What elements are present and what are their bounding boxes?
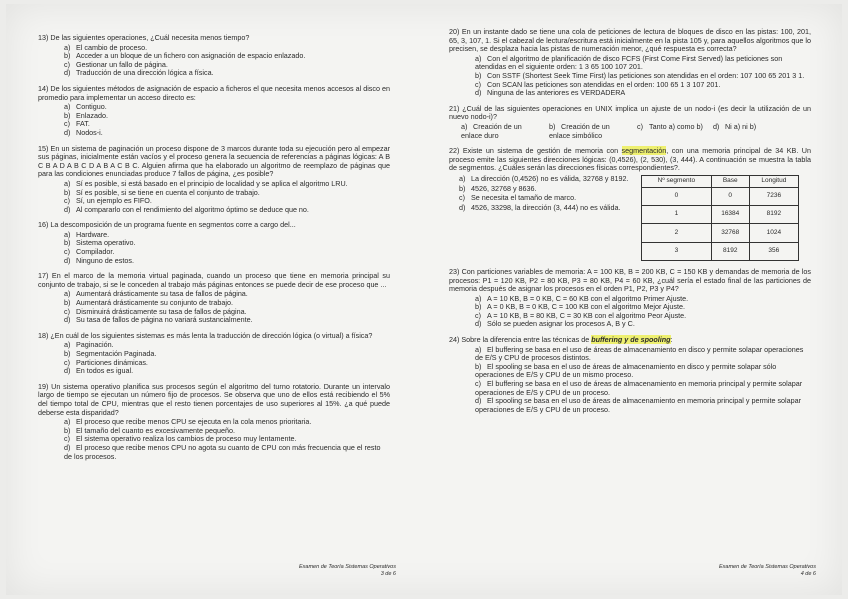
option-b: b) Segmentación Paginada. [64,349,157,358]
table-row [642,224,799,242]
page-footer-right [696,564,816,577]
option-d: d) Al compararlo con el rendimiento del algoritmo óptimo se deduce que no. [64,204,309,214]
footer-page-number: 4 de 6 [800,570,816,577]
option-c: c) Disminuirá drásticamente su tasa de fallos de página. [64,306,247,316]
option-c: c) Sí, un ejemplo es FIFO. [64,196,152,206]
highlighted-term: segmentación [621,146,667,156]
option-d: d) Ninguna de las anteriores es VERDADERA [475,88,626,98]
question-22-body [449,175,811,261]
options-list [64,103,390,137]
options-row [461,123,811,140]
option-a: a) El buffering se basa en el uso de áreas de almacenamiento en disco y permite solapar operaciones de E/S y CPU de procesos distintos. [475,344,804,363]
page-footer-left [256,564,396,577]
table-cell: 7236 [749,187,798,205]
option-d: d) Su tasa de fallos de página no variará sustancialmente. [64,315,253,325]
table-cell: 32768 [711,224,749,242]
option-c: c) Gestionar un fallo de página. [64,59,168,69]
table-cell: 16384 [711,205,749,223]
question-21 [449,105,811,140]
options-list [64,180,390,214]
question-20 [449,28,811,98]
option-d: d) En todos es igual. [64,366,134,376]
footer-page-number: 3 de 6 [380,570,396,577]
option-b: b) Con SSTF (Shortest Seek Time First) las peticiones son atendidas en el orden: 107 100 65 201 3 1. [475,70,805,80]
option-b: b) El tamaño del cuanto es excesivamente pequeño. [64,425,236,435]
options-list [64,341,390,375]
highlighted-term: buffering y de spooling [591,335,671,345]
options-list [475,55,811,98]
option-b: b) 4526, 32768 y 8636. [459,183,537,193]
option-a: a) Con el algoritmo de planificación de disco FCFS (First Come First Served) las peticiones son atendidas en el siguiente orden: 1 3 65 100 107 201. [475,53,783,72]
question-text: 20) En un instante dado se tiene una cola de peticiones de lectura de bloques de disco en las pistas: 100, 201, 65, 3, 107, 1. Si el cabezal de lectura/escritura está inicialmente en la pista 105 y, para aquellos algoritmos que lo precisen, se desplaza hacia las pistas de numeración menor, ¿qué respuesta es correcta? [449,27,811,54]
question-13 [38,34,390,78]
option-d: d) Nodos-i. [64,127,103,137]
option-b: b) A = 0 KB, B = 0 KB, C = 100 KB con el algoritmo Mejor Ajuste. [475,302,685,312]
option-a: a) Paginación. [64,340,114,350]
question-text: 16) La descomposición de un programa fuente en segmentos corre a cargo del... [38,220,296,230]
options-list [475,295,811,329]
option-d: d) Traducción de una dirección lógica a física. [64,68,214,78]
option-a: a) Aumentará drásticamente su tasa de fallos de página. [64,289,248,299]
options-list [64,44,390,78]
table-cell: 8192 [711,242,749,260]
segment-table [641,175,799,261]
option-c: c) Tanto a) como b) [637,121,703,131]
question-19 [38,383,390,461]
option-a: a) Hardware. [64,229,110,239]
option-d: d) Sólo se pueden asignar los procesos A, B y C. [475,319,635,329]
question-23 [449,268,811,329]
question-text: 22) Existe un sistema de gestión de memoria con segmentación, con una memoria principal de 34 KB. Un proceso emite las siguientes direcciones lógicas: (0,4526), (2, 530), (3, 444). A continuación se muestra la tabla de segmentos. ¿Cuáles serán las direcciones físicas correspondientes?. [449,146,811,173]
question-text: 23) Con particiones variables de memoria: A = 100 KB, B = 200 KB, C = 150 KB y demandas de memoria de los procesos: P1 = 120 KB, P2 = 80 KB, P3 = 80 KB, P4 = 60 KB, ¿cuál sería el estado final de las particiones de memoria después de asignar los procesos en el orden P1, P2, P3 y P4? [449,266,811,294]
option-a: a) El cambio de proceso. [64,42,148,52]
table-cell: 0 [642,187,712,205]
options-list [459,175,634,261]
option-a: a) El proceso que recibe menos CPU se ejecuta en la cola menos prioritaria. [64,417,312,427]
option-a: a) Sí es posible, si está basado en el principio de localidad y se aplica el algoritmo LRU. [64,178,348,188]
option-a: a) La dirección (0,4526) no es válida, 32768 y 8192. [459,173,629,183]
table-row [642,205,799,223]
option-c: c) Particiones dinámicas. [64,357,148,367]
exam-sheet [6,4,842,595]
option-c: c) Compilador. [64,247,115,257]
option-c: c) A = 10 KB, B = 80 KB, C = 30 KB con el algoritmo Peor Ajuste. [475,310,687,320]
option-b: b) Acceder a un bloque de un fichero con asignación de espacio enlazado. [64,51,306,61]
column-header: Nº segmento [642,175,712,187]
option-d: d) Ni a) ni b) [712,121,757,131]
option-d: d) El spooling se basa en el uso de áreas de almacenamiento en memoria principal y permite solapar operaciones de E/S y CPU de un proceso. [475,396,802,414]
option-d: d) El proceso que recibe menos CPU no agota su cuanto de CPU con más frecuencia que el resto de los procesos. [64,442,381,461]
option-c: c) El sistema operativo realiza los cambios de proceso muy lentamente. [64,434,297,444]
option-c: c) Se necesita el tamaño de marco. [459,193,577,203]
question-14 [38,85,390,138]
column-header: Base [711,175,749,187]
question-text: 13) De las siguientes operaciones, ¿Cuál necesita menos tiempo? [38,33,250,42]
question-text: 19) Un sistema operativo planifica sus procesos según el algoritmo del turno rotatorio. Durante un intervalo largo de tiempo se ejecutan un número fijo de procesos. Se observa que uno de ellos está recibiendo el 5% del tiempo total de CPU, mientras que el resto tienen porcentajes de uso superiores al 15%. ¿a qué puede deberse esta disparidad? [38,381,390,417]
question-18 [38,332,390,376]
option-c: c) FAT. [64,119,90,129]
question-24 [449,336,811,414]
table-cell: 1 [642,205,712,223]
option-b: b) Enlazado. [64,110,108,120]
option-a: a) Creación de un enlace duro [461,121,522,140]
question-text: 24) Sobre la diferencia entre las técnicas de buffering y de spooling: [449,335,673,345]
option-b: b) Aumentará drásticamente su conjunto de trabajo. [64,298,234,308]
option-c: c) El buffering se basa en el uso de áreas de almacenamiento en memoria principal y permite solapar operaciones de E/S y CPU de un proceso. [475,379,803,397]
table-cell: 2 [642,224,712,242]
column-header: Longitud [749,175,798,187]
right-column [449,28,811,421]
option-a: a) A = 10 KB, B = 0 KB, C = 60 KB con el algoritmo Primer Ajuste. [475,293,689,303]
options-list [475,346,811,415]
question-text: 14) De los siguientes métodos de asignación de espacio a ficheros el que necesita menos accesos al disco en promedio para implementar un acceso directo es: [38,83,390,102]
question-text: 18) ¿En cuál de los siguientes sistemas es más lenta la traducción de dirección lógica (o virtual) a física? [38,330,373,340]
footer-title: Examen de Teoría Sistemas Operativos [718,564,816,570]
option-b: b) Creación de un enlace simbólico [549,121,610,140]
option-b: b) El spooling se basa en el uso de áreas de almacenamiento en disco y permite solapar sólo operaciones de E/S y CPU de un mismo proceso. [475,361,777,380]
option-b: b) Sistema operativo. [64,238,136,248]
question-text: 17) En el marco de la memoria virtual paginada, cuando un proceso que tiene en memoria principal su conjunto de trabajo, si se le conceden al trabajo más páginas entonces se puede decir de ese proceso que ... [38,271,390,289]
question-text: 15) En un sistema de paginación un proceso dispone de 3 marcos durante toda su ejecución pero al empezar sus páginas, inicialmente están vacíos y el proceso genera la secuencia de referencias a páginas lógicas: A B C B A D A B C D A B A C B C. Alguien afirma que ha elaborado un algoritmo de reemplazo de páginas que para las condiciones enunciadas produce 7 fallos de página, ¿es posible? [38,143,390,179]
option-d: d) Ninguno de estos. [64,255,134,265]
table-cell: 8192 [749,205,798,223]
table-header-row [642,175,799,187]
options-list [64,290,390,324]
question-text: 21) ¿Cuál de las siguientes operaciones en UNIX implica un ajuste de un nodo-i (es decir la utilización de un nuevo nodo-i)? [449,103,811,122]
option-d: d) 4526, 33298, la dirección (3, 444) no es válida. [459,202,621,212]
options-list [64,231,390,265]
left-column [38,34,390,468]
table-cell: 3 [642,242,712,260]
table-row [642,242,799,260]
table-row [642,187,799,205]
footer-title: Examen de Teoría Sistemas Operativos [298,564,396,570]
option-a: a) Contiguo. [64,102,107,112]
question-17 [38,272,390,325]
option-b: b) Sí es posible, si se tiene en cuenta el conjunto de trabajo. [64,187,260,197]
options-list [64,418,390,461]
table-cell: 356 [749,242,798,260]
table-cell: 1024 [749,224,798,242]
question-15 [38,145,390,215]
option-c: c) Con SCAN las peticiones son atendidas en el orden: 100 65 1 3 107 201. [475,79,721,89]
question-16 [38,221,390,265]
table-cell: 0 [711,187,749,205]
question-22 [449,147,811,261]
